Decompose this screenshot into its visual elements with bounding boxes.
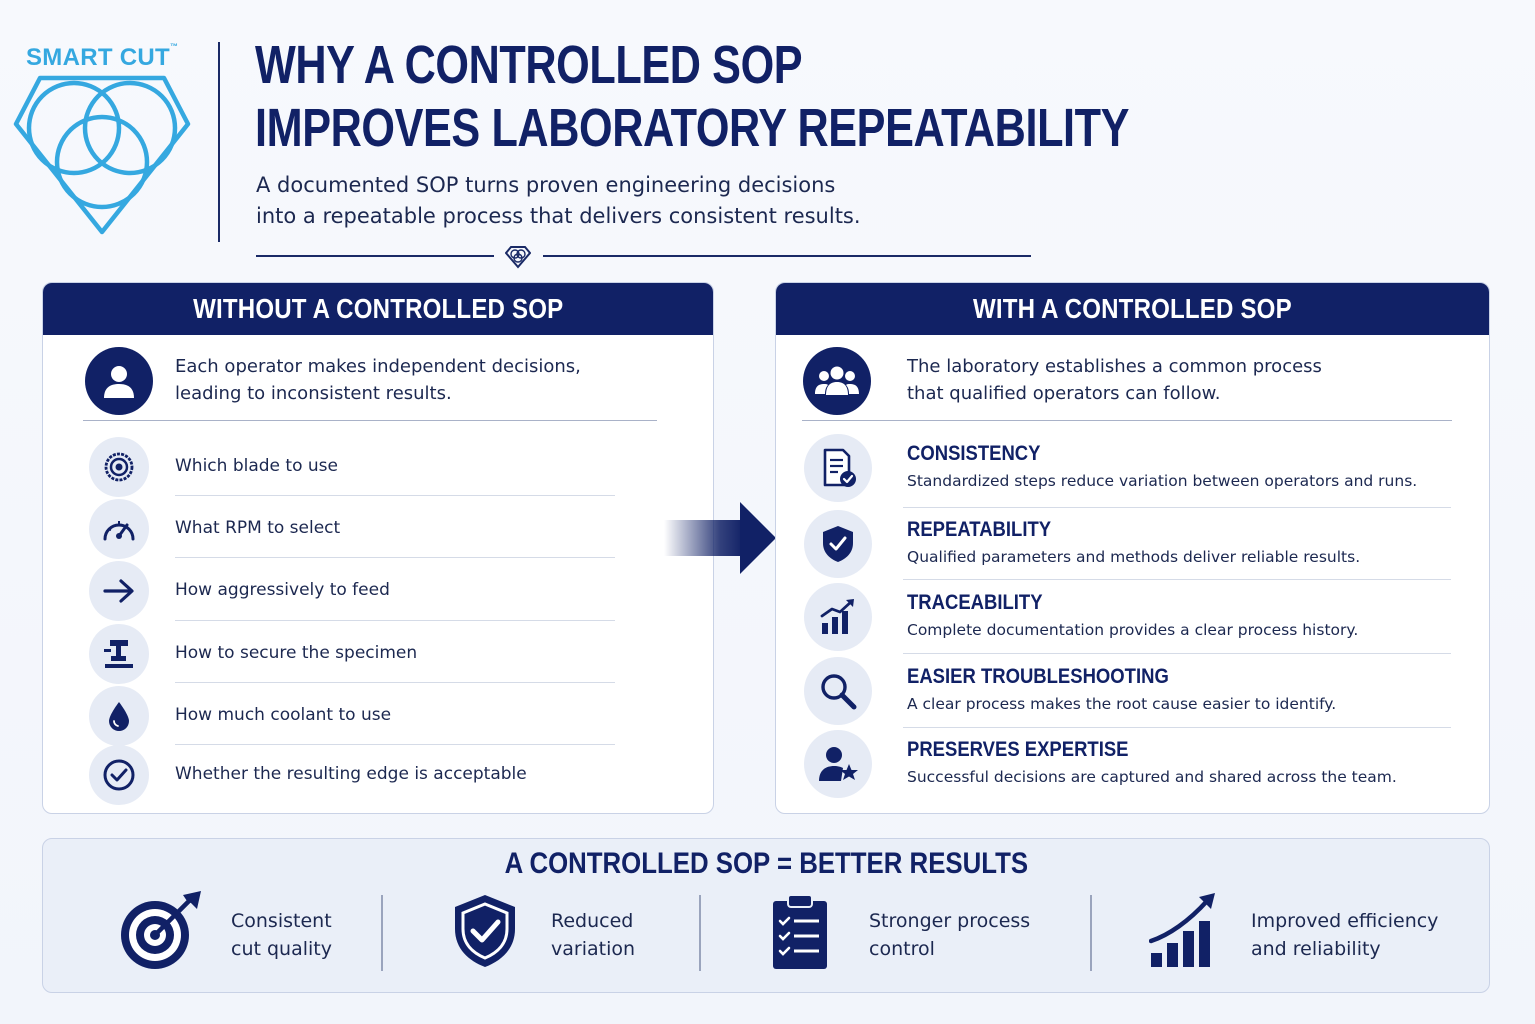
divider	[699, 895, 701, 971]
diamond-rings-icon	[12, 70, 192, 235]
list-item	[89, 686, 619, 748]
list-item	[89, 745, 619, 807]
arrow-right-icon	[89, 561, 149, 621]
title-line-2: IMPROVES LABORATORY REPEATABILITY	[255, 98, 1130, 158]
title-line-1: WHY A CONTROLLED SOP	[255, 35, 803, 95]
bar-chart-arrow-icon	[1149, 891, 1219, 973]
item-label: Which blade to use	[175, 456, 338, 476]
list-item	[89, 561, 619, 623]
with-sop-panel	[775, 282, 1490, 814]
summary-label: Reduced variation	[551, 910, 636, 960]
divider	[903, 653, 1451, 654]
growth-chart-icon	[804, 583, 872, 651]
divider	[175, 682, 615, 683]
list-item	[89, 624, 619, 686]
without-sop-panel	[42, 282, 714, 814]
user-icon	[85, 347, 153, 415]
divider	[175, 620, 615, 621]
divider	[903, 579, 1451, 580]
divider	[381, 895, 383, 971]
item-label: How to secure the specimen	[175, 643, 418, 663]
divider	[175, 557, 615, 558]
summary-panel	[42, 838, 1490, 993]
benefit-troubleshooting	[804, 657, 1464, 723]
benefit-consistency	[804, 434, 1464, 500]
benefit-title: CONSISTENCY	[907, 442, 1041, 465]
item-label: Whether the resulting edge is acceptable	[175, 764, 527, 784]
benefit-preserves-expertise	[804, 730, 1464, 796]
benefit-title: PRESERVES EXPERTISE	[907, 738, 1129, 761]
team-icon	[803, 347, 871, 415]
benefit-desc: Complete documentation provides a clear process history.	[907, 621, 1359, 639]
magnifier-icon	[804, 657, 872, 725]
summary-label: Stronger process control	[869, 910, 1031, 960]
divider	[802, 420, 1452, 421]
diamond-ornament-icon	[505, 245, 531, 269]
divider	[903, 507, 1451, 508]
item-label: How aggressively to feed	[175, 580, 390, 600]
divider	[1090, 895, 1092, 971]
benefit-desc: Qualified parameters and methods deliver reliable results.	[907, 548, 1361, 566]
header-divider	[218, 42, 220, 242]
benefit-desc: Standardized steps reduce variation between operators and runs.	[907, 472, 1418, 490]
with-sop-intro-text: The laboratory establishes a common process that qualified operators can follow.	[907, 356, 1322, 404]
subtitle-line-2: into a repeatable process that delivers consistent results.	[256, 204, 861, 228]
list-item	[89, 437, 619, 499]
summary-title: A CONTROLLED SOP = BETTER RESULTS	[504, 847, 1028, 880]
shield-check-icon	[451, 891, 521, 973]
target-icon	[117, 891, 207, 973]
without-sop-intro	[85, 347, 685, 421]
document-check-icon	[804, 434, 872, 502]
summary-label: Improved efficiency and reliability	[1251, 910, 1439, 960]
benefit-title: REPEATABILITY	[907, 518, 1052, 541]
check-circle-icon	[89, 745, 149, 805]
benefit-desc: Successful decisions are captured and shared across the team.	[907, 768, 1397, 786]
clipboard-checklist-icon	[769, 891, 831, 973]
speedometer-icon	[89, 499, 149, 559]
with-sop-intro	[803, 347, 1403, 421]
transition-arrow-icon	[664, 500, 779, 576]
without-sop-heading: WITHOUT A CONTROLLED SOP	[43, 283, 713, 335]
list-item	[89, 499, 619, 561]
divider	[175, 495, 615, 496]
without-sop-intro-text: Each operator makes independent decisions, leading to inconsistent results.	[175, 356, 581, 404]
header-rule-left	[256, 255, 494, 257]
blade-icon	[89, 437, 149, 497]
clamp-icon	[89, 624, 149, 684]
user-star-icon	[804, 730, 872, 798]
smart-cut-logo	[12, 40, 197, 240]
shield-check-icon	[804, 510, 872, 578]
subtitle-line-1: A documented SOP turns proven engineering decisions	[256, 173, 836, 197]
header-rule-right	[543, 255, 1031, 257]
divider	[903, 727, 1451, 728]
benefit-title: EASIER TROUBLESHOOTING	[907, 665, 1169, 688]
item-label: What RPM to select	[175, 518, 341, 538]
logo-text: SMART CUT™	[26, 42, 179, 71]
with-sop-heading: WITH A CONTROLLED SOP	[776, 283, 1489, 335]
summary-label: Consistent cut quality	[231, 910, 332, 960]
page-subtitle	[256, 170, 1016, 232]
item-label: How much coolant to use	[175, 705, 392, 725]
page-title	[255, 34, 1130, 160]
benefit-repeatability	[804, 510, 1464, 576]
benefit-traceability	[804, 583, 1464, 649]
benefit-desc: A clear process makes the root cause easier to identify.	[907, 695, 1337, 713]
droplet-icon	[89, 686, 149, 746]
benefit-title: TRACEABILITY	[907, 591, 1043, 614]
divider	[83, 420, 657, 421]
